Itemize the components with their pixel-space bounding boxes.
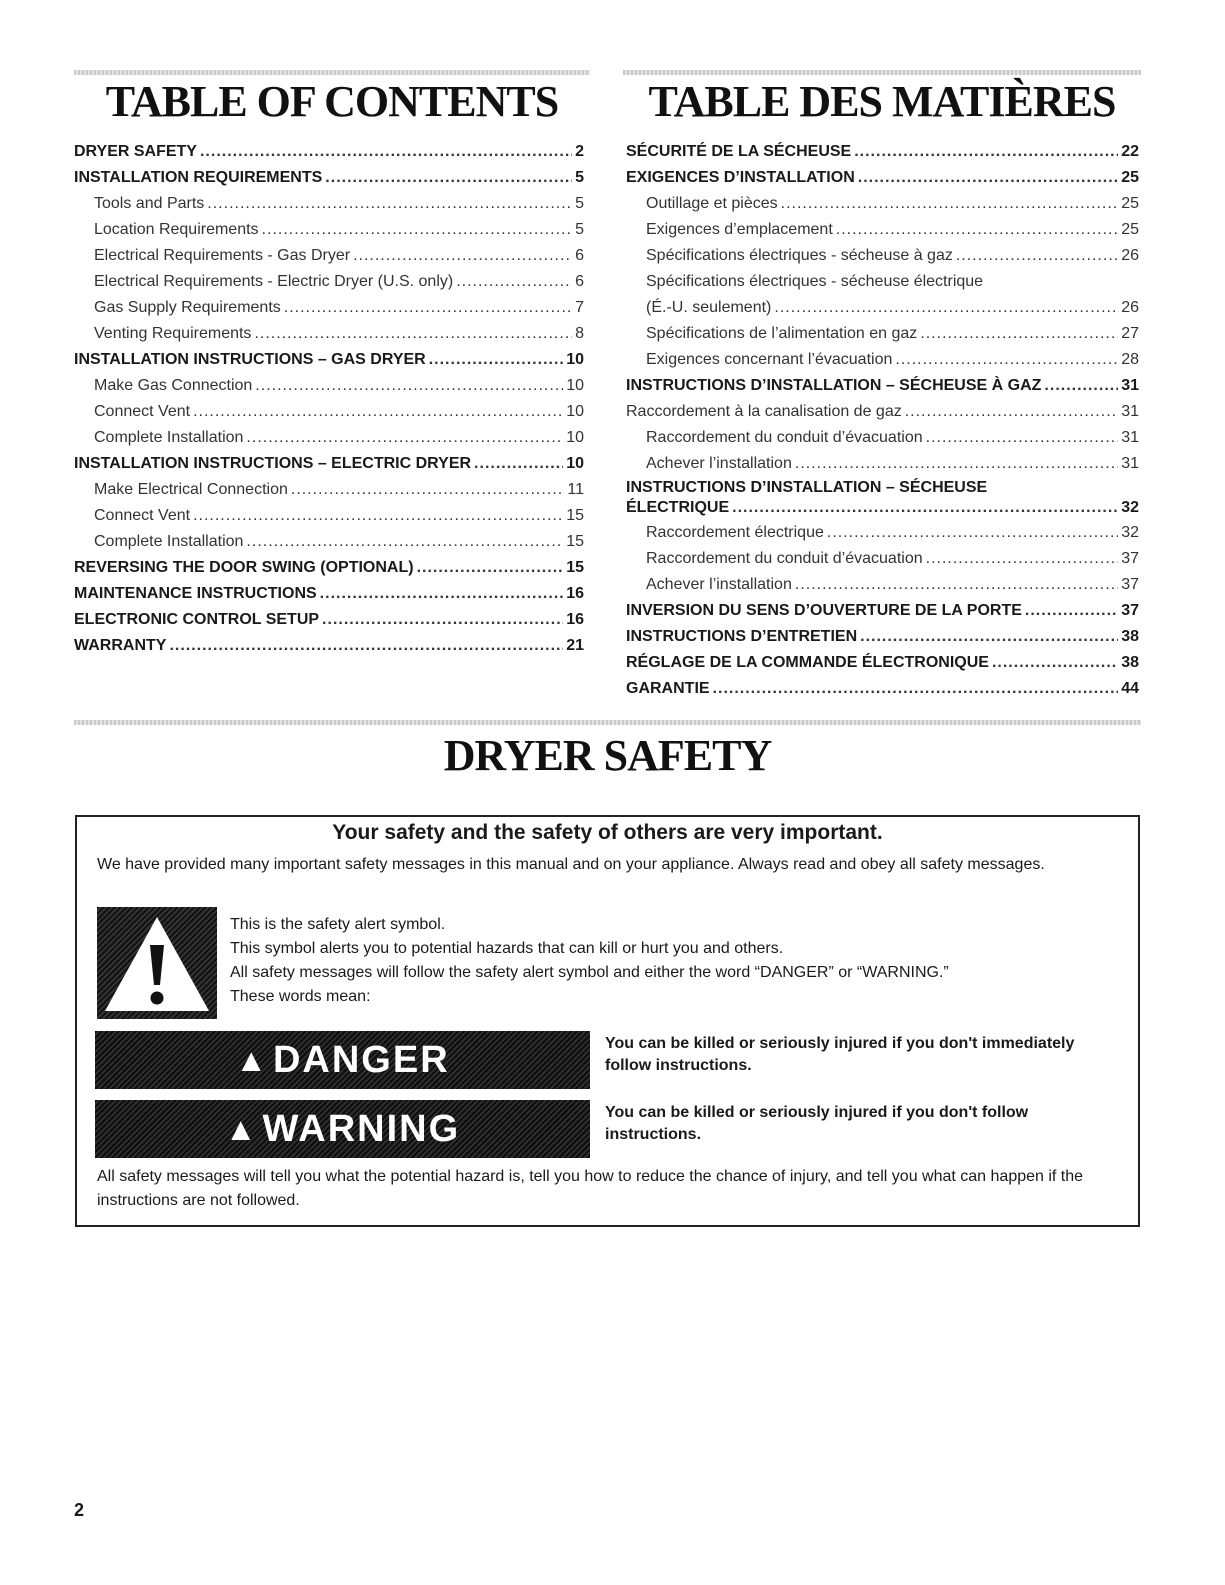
toc-entry[interactable]: [626, 349, 1139, 371]
toc-french: [626, 141, 1139, 701]
alert-line: All safety messages will follow the safety alert symbol and either the word “DANGER” or “WARNING.”: [230, 964, 949, 981]
safety-alert-triangle-icon: [97, 907, 217, 1019]
toc-page: 37: [1121, 550, 1139, 567]
toc-leader: [795, 574, 1118, 596]
toc-entry-label: Raccordement du conduit d’évacuation: [646, 550, 923, 567]
toc-page: 27: [1121, 325, 1139, 342]
toc-entry[interactable]: [626, 497, 1139, 519]
safety-message-box: [75, 815, 1140, 1227]
toc-entry[interactable]: [74, 193, 584, 215]
toc-english-title: TABLE OF CONTENTS: [105, 77, 559, 126]
toc-entry-label: INSTRUCTIONS D’INSTALLATION – SÉCHEUSE: [626, 479, 988, 496]
toc-page: 25: [1121, 221, 1139, 238]
toc-leader: [858, 167, 1118, 189]
toc-page: 26: [1121, 247, 1139, 264]
toc-entry[interactable]: [626, 193, 1139, 215]
toc-page: 5: [575, 169, 584, 186]
toc-page: 38: [1121, 654, 1139, 671]
toc-leader: [254, 323, 572, 345]
toc-leader: [774, 297, 1118, 319]
toc-entry[interactable]: [74, 141, 584, 163]
toc-page: 21: [566, 637, 584, 654]
toc-entry-label: GARANTIE: [626, 680, 710, 697]
toc-page: 16: [566, 611, 584, 628]
toc-entry-label: INSTALLATION REQUIREMENTS: [74, 169, 323, 186]
toc-leader: [169, 635, 563, 657]
warning-message: You can be killed or seriously injured if you don't follow instructions.: [605, 1104, 1029, 1143]
toc-entry-label: INSTRUCTIONS D’INSTALLATION – SÉCHEUSE À GAZ: [626, 377, 1042, 394]
toc-leader: [207, 193, 572, 215]
toc-page: 31: [1121, 455, 1139, 472]
toc-entry-label: Exigences concernant l’évacuation: [646, 351, 893, 368]
toc-entry[interactable]: [74, 219, 584, 241]
toc-page: 5: [575, 195, 584, 212]
safety-footer: All safety messages will tell you what the potential hazard is, tell you how to reduce the chance of injury, and tell you what can happen if the instructions are not followed.: [97, 1168, 1084, 1209]
toc-entry[interactable]: [626, 323, 1139, 345]
toc-entry[interactable]: [74, 375, 584, 397]
toc-entry-label: Make Gas Connection: [94, 377, 253, 394]
toc-entry[interactable]: [74, 479, 584, 501]
toc-page: 11: [567, 481, 584, 498]
toc-entry-label: Connect Vent: [94, 507, 191, 524]
toc-page: 38: [1121, 628, 1139, 645]
toc-page: 37: [1121, 576, 1139, 593]
toc-page: 7: [575, 299, 584, 316]
toc-leader: [732, 497, 1118, 519]
toc-entry-label: Spécifications électriques - sécheuse électrique: [646, 273, 984, 290]
danger-label: DANGER: [272, 1038, 450, 1081]
toc-entry-label: SÉCURITÉ DE LA SÉCHEUSE: [626, 143, 852, 160]
toc-leader: [246, 427, 563, 449]
toc-entry[interactable]: [74, 531, 584, 553]
toc-entry-label: Gas Supply Requirements: [94, 299, 281, 316]
toc-page: 10: [566, 429, 584, 446]
toc-page: 10: [566, 403, 584, 420]
toc-entry[interactable]: [626, 141, 1139, 163]
toc-leader: [193, 401, 563, 423]
toc-entry[interactable]: [626, 522, 1139, 544]
alert-line: This symbol alerts you to potential hazards that can kill or hurt you and others.: [230, 940, 784, 957]
toc-leader: [1044, 375, 1118, 397]
danger-message: You can be killed or seriously injured if you don't immediately follow instructions.: [605, 1035, 1075, 1074]
toc-entry-label: REVERSING THE DOOR SWING (OPTIONAL): [74, 559, 414, 576]
toc-french-title: TABLE DES MATIÈRES: [648, 77, 1116, 126]
toc-leader: [827, 522, 1118, 544]
toc-page: 10: [566, 351, 584, 368]
toc-entry[interactable]: [626, 167, 1139, 189]
toc-page: 31: [1121, 377, 1139, 394]
toc-entry-label: Tools and Parts: [94, 195, 205, 212]
toc-entry[interactable]: [74, 635, 584, 657]
toc-entry-label: MAINTENANCE INSTRUCTIONS: [74, 585, 317, 602]
toc-page: 31: [1121, 429, 1139, 446]
toc-leader: [322, 609, 563, 631]
toc-entry[interactable]: [626, 574, 1139, 596]
toc-entry-label: Spécifications électriques - sécheuse à gaz: [646, 247, 953, 264]
toc-page: 31: [1121, 403, 1139, 420]
toc-entry-label: Exigences d’emplacement: [646, 221, 833, 238]
section-rule: [74, 720, 1141, 725]
toc-entry[interactable]: [626, 626, 1139, 648]
toc-page: 6: [575, 247, 584, 264]
alert-line: These words mean:: [230, 988, 371, 1005]
toc-page: 26: [1121, 299, 1139, 316]
toc-entry[interactable]: [74, 271, 584, 293]
toc-entry-label: Outillage et pièces: [646, 195, 778, 212]
toc-entry-label: RÉGLAGE DE LA COMMANDE ÉLECTRONIQUE: [626, 654, 989, 671]
toc-leader: [860, 626, 1118, 648]
danger-signal-panel: [95, 1031, 590, 1089]
toc-entry[interactable]: [74, 583, 584, 605]
toc-page: 44: [1121, 680, 1139, 697]
alert-symbol-description: [230, 913, 1090, 1009]
toc-entry[interactable]: [74, 557, 584, 579]
toc-entry[interactable]: [74, 609, 584, 631]
toc-page: 6: [575, 273, 584, 290]
toc-leader: [417, 557, 564, 579]
toc-page: 8: [575, 325, 584, 342]
toc-page: 32: [1121, 499, 1139, 516]
toc-entry[interactable]: [626, 477, 1139, 499]
toc-entry-label: Location Requirements: [94, 221, 259, 238]
toc-page: 25: [1121, 195, 1139, 212]
toc-leader: [920, 323, 1118, 345]
toc-leader: [284, 297, 572, 319]
toc-leader: [836, 219, 1118, 241]
toc-leader: [1025, 600, 1118, 622]
toc-leader: [246, 531, 563, 553]
toc-entry-label: DRYER SAFETY: [74, 143, 197, 160]
toc-entry-label: (É.-U. seulement): [646, 299, 772, 316]
toc-leader: [992, 652, 1118, 674]
toc-page: 5: [575, 221, 584, 238]
toc-page: 15: [566, 559, 584, 576]
toc-entry[interactable]: [626, 600, 1139, 622]
toc-page: 32: [1121, 524, 1139, 541]
toc-entry[interactable]: [626, 271, 1139, 293]
toc-leader: [353, 245, 572, 267]
toc-leader: [320, 583, 564, 605]
warning-triangle-icon: ▲: [235, 1041, 269, 1078]
toc-leader: [200, 141, 572, 163]
toc-entry[interactable]: [626, 652, 1139, 674]
toc-entry-label: INVERSION DU SENS D’OUVERTURE DE LA PORTE: [626, 602, 1022, 619]
toc-leader: [262, 219, 573, 241]
toc-entry[interactable]: [74, 167, 584, 189]
toc-leader: [456, 271, 572, 293]
toc-leader: [713, 678, 1119, 700]
toc-entry-label: WARRANTY: [74, 637, 167, 654]
toc-entry-label: INSTALLATION INSTRUCTIONS – ELECTRIC DRYER: [74, 455, 472, 472]
toc-entry[interactable]: [74, 323, 584, 345]
toc-leader: [781, 193, 1119, 215]
safety-intro: We have provided many important safety messages in this manual and on your appliance. Always read and obey all safety messages.: [97, 856, 1045, 873]
toc-entry-label: Achever l’installation: [646, 576, 792, 593]
toc-page: 10: [566, 455, 584, 472]
toc-entry[interactable]: [74, 297, 584, 319]
toc-entry[interactable]: [626, 297, 1139, 319]
toc-entry[interactable]: [626, 427, 1139, 449]
toc-leader: [291, 479, 565, 501]
toc-entry-label: ÉLECTRIQUE: [626, 499, 730, 516]
toc-page: 15: [566, 507, 584, 524]
dryer-safety-title: DRYER SAFETY: [443, 731, 772, 780]
toc-leader: [325, 167, 572, 189]
top-rule-left: [74, 70, 590, 75]
toc-entry[interactable]: [74, 401, 584, 423]
toc-entry[interactable]: [74, 453, 584, 475]
toc-page: 15: [566, 533, 584, 550]
toc-entry-label: Electrical Requirements - Electric Dryer (U.S. only): [94, 273, 454, 290]
toc-entry-label: Achever l’installation: [646, 455, 792, 472]
toc-entry[interactable]: [626, 453, 1139, 475]
toc-page: 10: [566, 377, 584, 394]
toc-entry[interactable]: [74, 245, 584, 267]
toc-entry-label: INSTRUCTIONS D’ENTRETIEN: [626, 628, 858, 645]
toc-entry-label: Spécifications de l’alimentation en gaz: [646, 325, 918, 342]
toc-leader: [795, 453, 1118, 475]
toc-page: 25: [1121, 169, 1139, 186]
toc-entry-label: Raccordement électrique: [646, 524, 824, 541]
toc-entry[interactable]: [626, 548, 1139, 570]
toc-entry[interactable]: [626, 245, 1139, 267]
toc-page: 16: [566, 585, 584, 602]
toc-leader: [474, 453, 563, 475]
toc-entry-label: Connect Vent: [94, 403, 191, 420]
toc-entry[interactable]: [74, 427, 584, 449]
toc-entry[interactable]: [74, 349, 584, 371]
toc-entry-label: Complete Installation: [94, 533, 244, 550]
toc-entry[interactable]: [626, 375, 1139, 397]
toc-entry[interactable]: [74, 505, 584, 527]
toc-leader: [255, 375, 563, 397]
toc-entry-label: Venting Requirements: [94, 325, 252, 342]
safety-headline: Your safety and the safety of others are very important.: [332, 821, 883, 844]
toc-entry-label: ELECTRONIC CONTROL SETUP: [74, 611, 320, 628]
toc-page: 28: [1121, 351, 1139, 368]
warning-label: WARNING: [262, 1107, 461, 1150]
toc-entry-label: EXIGENCES D’INSTALLATION: [626, 169, 855, 186]
warning-triangle-icon: ▲: [224, 1110, 259, 1147]
toc-entry[interactable]: [626, 678, 1139, 700]
toc-entry-label: Raccordement à la canalisation de gaz: [626, 403, 902, 420]
toc-page: 37: [1121, 602, 1139, 619]
toc-leader: [854, 141, 1118, 163]
toc-entry-label: INSTALLATION INSTRUCTIONS – GAS DRYER: [74, 351, 426, 368]
toc-entry-label: Electrical Requirements - Gas Dryer: [94, 247, 351, 264]
toc-leader: [895, 349, 1118, 371]
top-rule-right: [623, 70, 1141, 75]
toc-entry[interactable]: [626, 219, 1139, 241]
toc-entry-label: Raccordement du conduit d’évacuation: [646, 429, 923, 446]
toc-leader: [926, 548, 1119, 570]
toc-leader: [956, 245, 1118, 267]
page-number: 2: [74, 1500, 85, 1520]
toc-leader: [926, 427, 1119, 449]
toc-english: [74, 141, 584, 661]
alert-line: This is the safety alert symbol.: [230, 916, 446, 933]
toc-page: 22: [1121, 143, 1139, 160]
toc-entry-label: Make Electrical Connection: [94, 481, 288, 498]
toc-entry[interactable]: [626, 401, 1139, 423]
toc-leader: [429, 349, 563, 371]
toc-leader: [193, 505, 563, 527]
warning-signal-panel: [95, 1100, 590, 1158]
toc-leader: [905, 401, 1118, 423]
toc-page: 2: [575, 143, 584, 160]
toc-entry-label: Complete Installation: [94, 429, 244, 446]
